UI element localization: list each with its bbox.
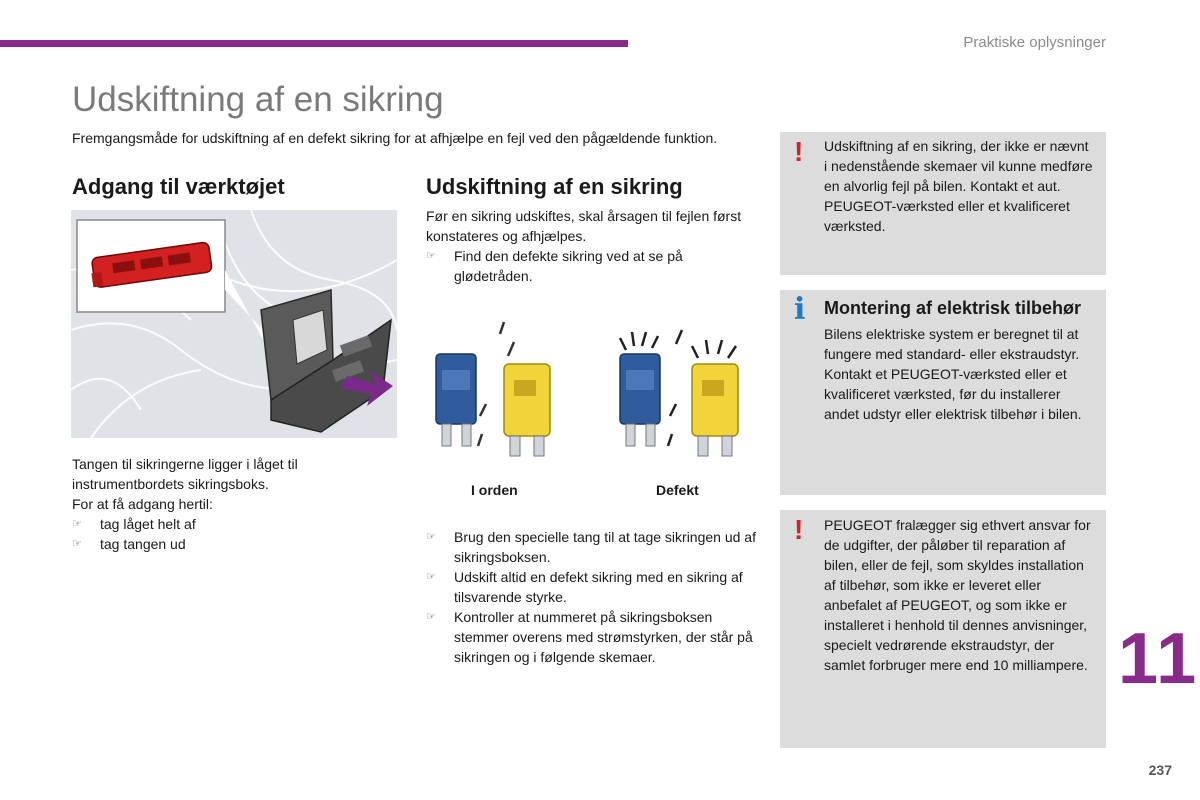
caption-ok: I orden [471, 482, 518, 498]
info-icon: i [794, 292, 806, 327]
exclamation-icon: ! [794, 136, 804, 167]
warning-text: Udskiftning af en sikring, der ikke er nævnt i nedenstående skemaer vil kunne medføre en alvorlig fejl på bilen. Kontakt et aut. PEUGEOT-værksted eller et kvalificeret værksted. [824, 138, 1093, 234]
section-title: Praktiske oplysninger [963, 34, 1106, 51]
fusebox-drawing [71, 210, 397, 438]
fusebox-illustration [71, 210, 397, 438]
list-item-text: Find den defekte sikring ved at se på glødetråden. [454, 248, 683, 284]
list-item [426, 246, 756, 286]
info-box-accessories [780, 290, 1106, 495]
info-text-2: Kontakt et PEUGEOT-værksted eller et kvalificeret værksted, før du installerer andet udstyr eller elektrisk tilbehør i bilen. [824, 366, 1082, 422]
good-fuse-yellow [504, 364, 550, 456]
list-item-text: Brug den specielle tang til at tage sikringen ud af sikringsboksen. [454, 529, 756, 565]
intro-text: Fremgangsmåde for udskiftning af en defekt sikring for at afhjælpe en fejl ved den pågældende funktion. [72, 130, 718, 146]
warning-text: PEUGEOT fralægger sig ethvert ansvar for de udgifter, der påløber til reparation af bilen, eller de fejl, som skyldes installation af tilbehør, som ikke er leveret eller anbefalet af PEUGEOT, og som ikke er installeret i henhold til dennes anvisninger, specielt vedrørende ekstraudstyr, der samlet forbruger mere end 10 milliampere. [824, 517, 1091, 673]
middle-bullets [426, 527, 756, 667]
caption-defect: Defekt [656, 482, 699, 498]
warning-box-liability [780, 510, 1106, 748]
pointing-hand-icon: ☞ [426, 611, 436, 623]
good-fuse-blue [436, 354, 476, 446]
list-item [426, 607, 756, 667]
list-item-text: tag tangen ud [100, 536, 186, 552]
fuse-drawing [420, 320, 760, 460]
info-body [824, 298, 1094, 424]
chapter-number: 11 [1118, 619, 1199, 699]
pointing-hand-icon: ☞ [426, 571, 436, 583]
list-item [426, 527, 756, 567]
list-item [72, 514, 372, 534]
list-item [72, 534, 372, 554]
defect-fuse-blue [620, 354, 660, 446]
left-heading: Adgang til værktøjet [72, 174, 285, 199]
list-item-text: tag låget helt af [100, 516, 196, 532]
defect-fuse-yellow [692, 364, 738, 456]
pointing-hand-icon: ☞ [72, 538, 82, 550]
fuse-comparison-illustration [420, 320, 760, 460]
warning-box-fuse [780, 132, 1106, 275]
info-title: Montering af elektrisk tilbehør [824, 298, 1082, 318]
pointing-hand-icon: ☞ [72, 518, 82, 530]
exclamation-icon: ! [794, 514, 804, 545]
middle-paragraph: Før en sikring udskiftes, skal årsagen til fejlen først konstateres og afhjælpes. [426, 208, 742, 244]
page-title: Udskiftning af en sikring [72, 80, 444, 119]
header-accent-bar [0, 40, 628, 47]
middle-heading: Udskiftning af en sikring [426, 174, 683, 199]
left-text [72, 454, 372, 554]
list-item-text: Udskift altid en defekt sikring med en sikring af tilsvarende styrke. [454, 569, 743, 605]
list-item-text: Kontroller at nummeret på sikringsboksen stemmer overens med strømstyrken, der står på sikringen og i følgende skemaer. [454, 609, 753, 665]
page-number: 237 [1148, 762, 1172, 778]
pointing-hand-icon: ☞ [426, 531, 436, 543]
left-paragraph-1: Tangen til sikringerne ligger i låget til instrumentbordets sikringsboks. [72, 456, 298, 492]
left-paragraph-2: For at få adgang hertil: [72, 496, 213, 512]
info-text-1: Bilens elektriske system er beregnet til at fungere med standard- eller ekstraudstyr. [824, 326, 1080, 362]
pointing-hand-icon: ☞ [426, 250, 436, 262]
list-item [426, 567, 756, 607]
middle-intro [426, 206, 756, 286]
